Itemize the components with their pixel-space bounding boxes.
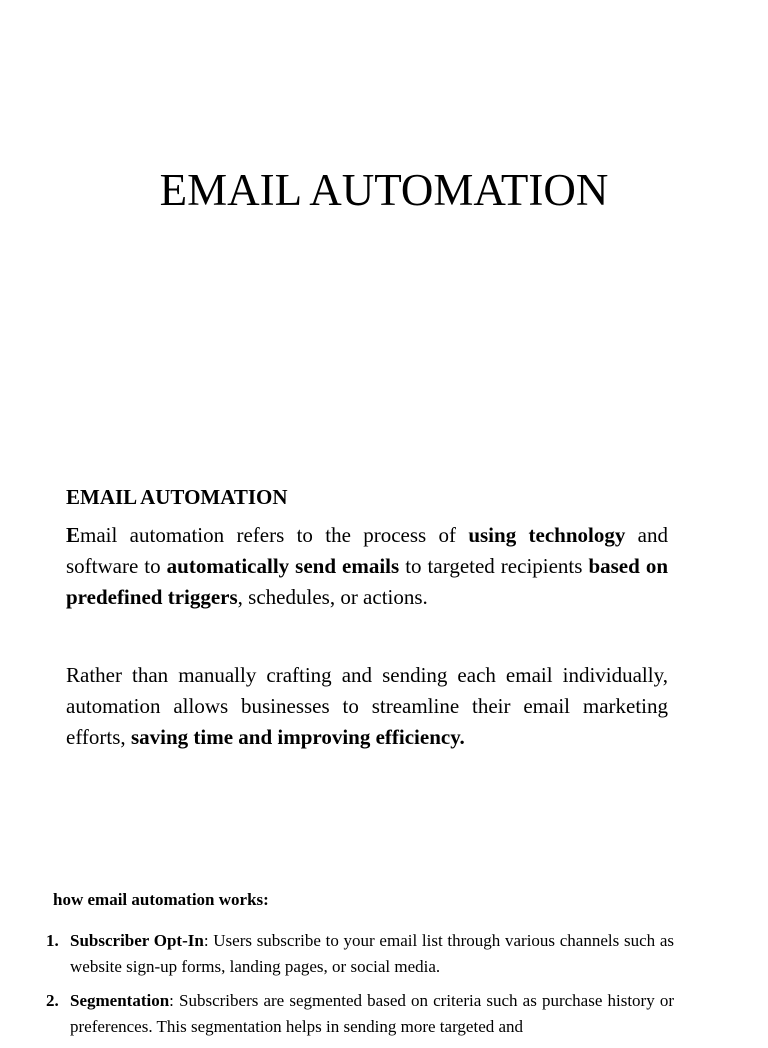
- step-body: [70, 928, 674, 980]
- step-body: [70, 988, 674, 1040]
- steps-list: [46, 928, 674, 1048]
- intro-paragraph: [66, 520, 668, 613]
- p1-text-1: mail automation refers to the process of: [80, 523, 469, 547]
- step-text: : Subscribers are segmented based on criteria such as purchase history or preferences. This segmentation helps in sending more targeted and: [70, 991, 674, 1036]
- step-term: Subscriber Opt-In: [70, 931, 204, 950]
- p1-bold-3: based on predefined triggers: [66, 554, 668, 609]
- second-paragraph: [66, 660, 668, 753]
- section-heading: EMAIL AUTOMATION: [66, 485, 288, 509]
- step-number: 2.: [46, 991, 59, 1010]
- list-item: [46, 988, 674, 1040]
- drop-letter: E: [66, 523, 81, 547]
- p1-text-3: to targeted recipients: [399, 554, 589, 578]
- p1-text-4: , schedules, or actions.: [237, 585, 428, 609]
- step-term: Segmentation: [70, 991, 170, 1010]
- how-it-works-heading: how email automation works:: [53, 890, 269, 909]
- step-text: : Users subscribe to your email list through various channels such as website sign-up forms, landing pages, or social media.: [70, 931, 674, 976]
- p2-text-1: Rather than manually crafting and sending each email individually, automation allows businesses to streamline their email marketing efforts,: [66, 663, 668, 749]
- p1-text-2: and software to: [66, 523, 668, 578]
- list-item: [46, 928, 674, 980]
- step-number: 1.: [46, 931, 59, 950]
- p1-bold-1: using technology: [468, 523, 626, 547]
- page-title: EMAIL AUTOMATION: [159, 165, 609, 215]
- p2-bold-1: saving time and improving efficiency.: [130, 725, 465, 749]
- p1-bold-2: automatically send emails: [166, 554, 400, 578]
